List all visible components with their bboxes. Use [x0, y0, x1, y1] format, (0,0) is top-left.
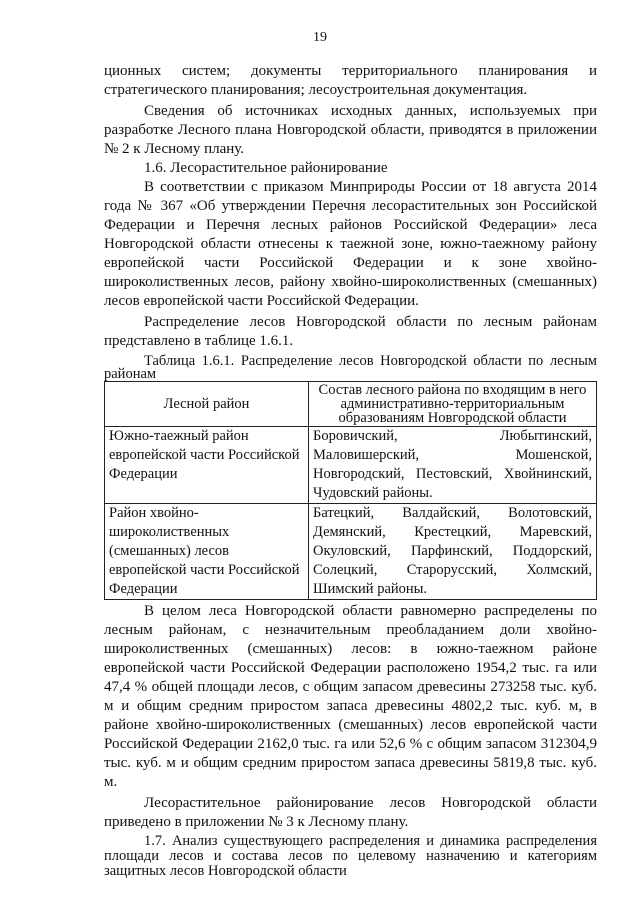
page-content	[104, 62, 597, 879]
table-cell-district: Южно-таежный район европейской части Российской Федерации	[105, 427, 309, 504]
paragraph-4: Распределение лесов Новгородской области по лесным районам представлено в таблице 1.6.1.	[104, 314, 597, 349]
table-caption: Таблица 1.6.1. Распределение лесов Новгородской области по лесным районам	[104, 353, 597, 382]
table-row	[105, 427, 597, 504]
table-header-row	[105, 382, 597, 427]
paragraph-3: В соответствии с приказом Минприроды России от 18 августа 2014 года № 367 «Об утверждении Перечня лесорастительных зон Российской Федерации и Перечня лесных районов Российской Федерации» леса Новгородской области отнесены к таежной зоне, южно-таежному району европейской части Российской Федерации и к зоне хвойно-широколиственных лесов, району хвойно-широколиственных (смешанных) лесов европейской части Российской Федерации.	[104, 179, 597, 309]
section-heading-1-7: 1.7. Анализ существующего распределения и динамика распределения площади лесов и состава лесов по целевому назначению и категориям защитных лесов Новгородской области	[104, 833, 597, 879]
paragraph-1: ционных систем; документы территориального планирования и стратегического планирования; лесоустроительная документация.	[104, 63, 597, 98]
table-row	[105, 504, 597, 600]
page-number: 19	[313, 30, 327, 45]
table-header-composition: Состав лесного района по входящим в него административно-территориальным образованиям Новгородской области	[309, 382, 597, 427]
table-header-district: Лесной район	[105, 382, 309, 427]
paragraph-2: Сведения об источниках исходных данных, используемых при разработке Лесного плана Новгородской области, приводятся в приложении № 2 к Лесному плану.	[104, 103, 597, 157]
table-cell-district: Район хвойно-широколиственных (смешанных) лесов европейской части Российской Федерации	[105, 504, 309, 600]
table-cell-composition: Боровичский, Любытинский, Маловишерский, Мошенской, Новгородский, Пестовский, Хвойнинский, Чудовский районы.	[309, 427, 597, 504]
table-cell-composition: Батецкий, Валдайский, Волотовский, Демянский, Крестецкий, Маревский, Окуловский, Парфинский, Поддорский, Солецкий, Старорусский, Холмский, Шимский районы.	[309, 504, 597, 600]
paragraph-6: Лесорастительное районирование лесов Новгородской области приведено в приложении № 3 к Лесному плану.	[104, 795, 597, 830]
section-heading-1-6: 1.6. Лесорастительное районирование	[144, 160, 388, 176]
forest-districts-table	[104, 381, 597, 600]
paragraph-5: В целом леса Новгородской области равномерно распределены по лесным районам, с незначительным преобладанием доли хвойно-широколиственных (смешанных) лесов: в южно-таежном районе европейской части Российской Федерации расположено 1954,2 тыс. га или 47,4 % общей площади лесов, с общим запасом древесины 273258 тыс. куб. м и общим средним приростом запаса древесины 4802,2 тыс. куб. м, в районе хвойно-широколиственных (смешанных) лесов европейской части Российской Федерации 2162,0 тыс. га или 52,6 % с общим запасом 312304,9 тыс. куб. м и общим средним приростом запаса древесины 5819,8 тыс. куб. м.	[104, 603, 597, 790]
